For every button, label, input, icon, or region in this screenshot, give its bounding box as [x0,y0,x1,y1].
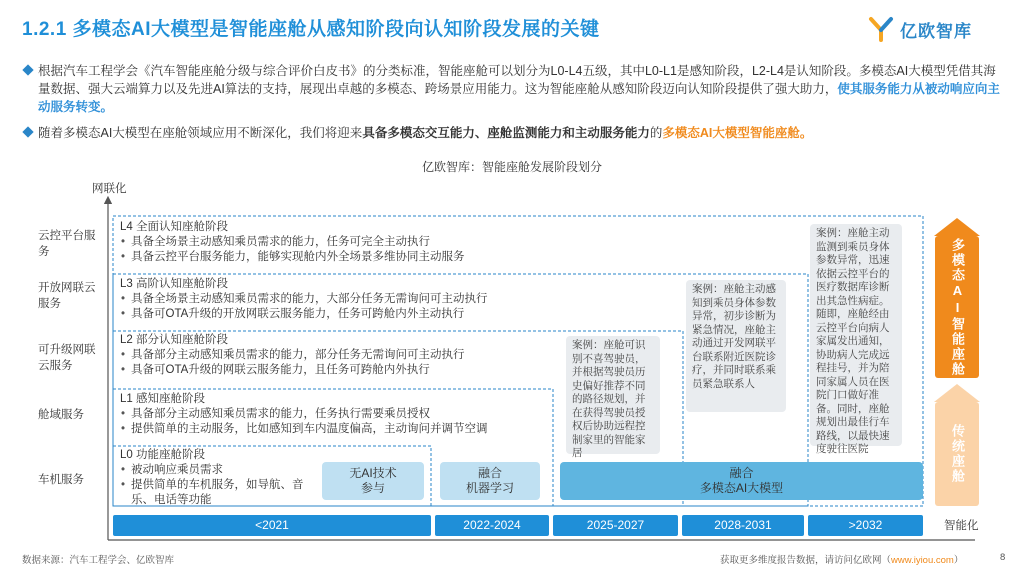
level-item: • 具备部分主动感知乘员需求的能力，任务执行需要乘员授权 [120,407,545,422]
logo-text: 亿欧智库 [900,21,972,41]
bullet-1-highlight: 使其服务能力从被动响应向主动服务转变。 [38,82,1000,114]
level-item: • 提供简单的车机服务，如导航、音乐、电话等功能 [120,478,310,508]
tech-line: 融合 [729,466,754,480]
bullet-2-text-a: 随着多模态AI大模型在座舱领域应用不断深化，我们将迎来 [38,126,363,140]
page-number: 8 [1000,552,1006,563]
level-item: • 具备全场景主动感知乘员需求的能力，任务可完全主动执行 [120,235,465,250]
tech-line: 多模态AI大模型 [699,481,784,495]
bullet-2 [22,124,1007,142]
footer-source: 数据来源：汽车工程学会、亿欧智库 [22,555,175,566]
x-axis-label: 智能化 [944,520,979,532]
page-title: 1.2.1 多模态AI大模型是智能座舱从感知阶段向认知阶段发展的关键 [22,19,600,40]
level-title: L1 感知座舱阶段 [120,393,205,405]
service-label: 舱域服务 [38,409,84,421]
level-item: • 被动响应乘员需求 [120,463,310,478]
level-item: • 具备全场景主动感知乘员需求的能力，大部分任务无需询问可主动执行 [120,292,488,307]
side-label-text: 多模态AI智能座舱 [950,237,965,377]
bullet-2-highlight: 多模态AI大模型智能座舱。 [662,126,813,140]
tech-line: 机器学习 [465,481,514,495]
diamond-bullet-icon [22,126,33,137]
case-box-l3: 案例：座舱主动感知到乘员身体参数异常，初步诊断为紧急情况，座舱主动通过开发网联平台联系附近医院诊疗，并同时联系乘员紧急联系人 [686,280,786,412]
arrow-up-icon [934,384,980,402]
level-item: • 具备可OTA升级的网联云服务能力，且任务可跨舱内外执行 [120,363,465,378]
tech-box-no-ai [322,462,424,500]
case-box-l2: 案例：座舱可识别不喜驾驶员，并根据驾驶员历史偏好推荐不同的路径规划，并在获得驾驶员授权后协助远程控制家里的智能家居 [566,336,660,454]
period-segment: >2032 [808,515,923,536]
level-l3 [120,277,488,322]
footer-link[interactable]: www.iyiou.com [891,555,954,566]
period-segment: <2021 [113,515,431,536]
footer-text: 获取更多维度报告数据，请访问亿欧网（ [720,555,892,566]
service-label: 开放网联云服务 [38,282,96,310]
period-segment: 2022-2024 [435,515,549,536]
case-box-l4: 案例：座舱主动监测到乘员身体参数异常，迅速依据云控平台的医疗数据库诊断出其急性病症。随即，座舱经由云控平台向病人家属发出通知，协助病人完成远程挂号，并为陪同家属人员在医院门口做好准备。同时，座舱规划出最佳行车路线，以最快速度驶往医院 [810,224,902,446]
side-label-text: 传统座舱 [950,424,965,484]
level-l4 [120,220,465,265]
service-label: 可升级网联云服务 [38,344,96,372]
level-item: • 具备云控平台服务能力，能够实现舱内外全场景多维协同主动服务 [120,250,465,265]
logo [868,16,972,42]
footer-note [720,552,963,566]
diagram-title: 亿欧智库：智能座舱发展阶段划分 [421,160,602,174]
level-title: L2 部分认知座舱阶段 [120,334,228,346]
side-label-traditional [935,402,979,506]
level-title: L3 高阶认知座舱阶段 [120,278,228,290]
bullet-2-bold: 具备多模态交互能力、座舱监测能力和主动服务能力 [362,126,650,140]
level-l0 [120,448,310,508]
level-l2 [120,333,465,378]
footer-text: ） [953,555,964,566]
side-label-multimodal [935,236,979,378]
tech-line: 无AI技术 [349,466,397,480]
service-label: 云控平台服务 [38,230,96,258]
level-l1 [120,392,545,437]
bullet-1-text: 根据汽车工程学会《汽车智能座舱分级与综合评价白皮书》的分类标准，智能座舱可以划分为L0-L4五级，其中L0-L1是感知阶段，L2-L4是认知阶段。多模态AI大模型凭借其海量数据、强大云端算力以及先进AI算法的支持，展现出卓越的多模态、跨场景应用能力。这为智能座舱从感知阶段迈向认知阶段提供了强大助力， [38,64,996,96]
tech-line: 参与 [360,481,385,495]
level-title: L0 功能座舱阶段 [120,449,205,461]
tech-line: 融合 [477,466,502,480]
level-item: • 具备可OTA升级的开放网联云服务能力，任务可跨舱内外主动执行 [120,307,488,322]
diamond-bullet-icon [22,64,33,75]
bullet-2-text-c: 的 [649,126,663,140]
arrow-up-icon [934,218,980,236]
service-label: 车机服务 [38,474,84,486]
period-segment: 2025-2027 [553,515,678,536]
level-item: • 提供简单的主动服务，比如感知到车内温度偏高，主动询问并调节空调 [120,422,545,437]
tech-box-ml [440,462,540,500]
logo-icon [868,16,894,42]
tech-box-multimodal [560,462,923,500]
y-axis-label: 网联化 [92,183,127,195]
period-segment: 2028-2031 [682,515,804,536]
level-item: • 具备部分主动感知乘员需求的能力，部分任务无需询问可主动执行 [120,348,465,363]
bullet-1 [22,62,1007,116]
level-title: L4 全面认知座舱阶段 [120,221,228,233]
